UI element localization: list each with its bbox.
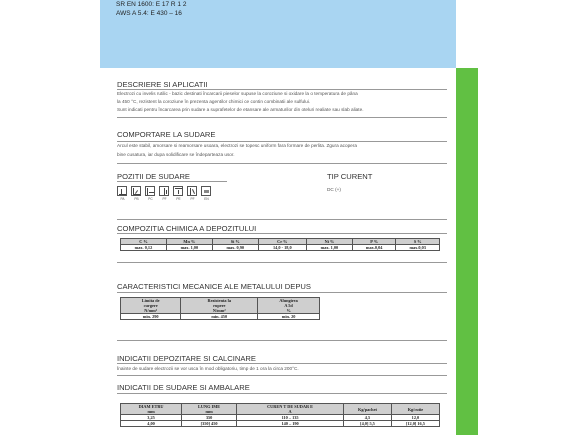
column-header: Mn % (166, 239, 212, 245)
section-divider (117, 117, 447, 118)
current-type-value: DC (+) (327, 187, 341, 192)
pe-position-icon: PE (173, 186, 184, 201)
pc-position-icon: PC (145, 186, 156, 201)
section-divider (117, 181, 227, 182)
section-title-compozitie: COMPOZITIA CHIMICA A DEPOZITULUI (117, 224, 257, 233)
table-cell: 14,0 - 18,0 (258, 245, 306, 251)
column-header: Kg/cutie (391, 404, 439, 415)
column-header: Kg/pachet (344, 404, 392, 415)
table-cell: 12,0 (391, 415, 439, 421)
table-cell: max.0,04 (352, 245, 396, 251)
descriere-line-3: Sunt indicati pentru încarcarea prin sudare a suprafetelor de etansare ale armaturilor din oteluri realiate sau slab aliate. (117, 107, 364, 112)
column-header: S % (396, 239, 440, 245)
standard-code-aws: AWS A 5.4: E 430 – 16 (116, 10, 182, 17)
column-header: LUNG IME mm (182, 404, 237, 415)
comportare-line-2: bine cusatura, iar dupa solidificare se îndeparteaza usor. (117, 152, 235, 157)
column-header: DIAM ETRU mm (121, 404, 182, 415)
section-title-depozitare: INDICATII DEPOZITARE SI CALCINARE (117, 354, 256, 363)
table-cell: min. 20 (258, 314, 320, 320)
table-cell: min. 290 (121, 314, 181, 320)
table-cell: 140 – 190 (237, 421, 344, 427)
table-cell: max. 0,90 (212, 245, 258, 251)
column-header: Si % (212, 239, 258, 245)
section-title-ambalare: INDICATII DE SUDARE SI AMBALARE (117, 383, 250, 392)
descriere-line-2: la 450 °C, rezistent la coroziune în prezenta agentilor chimici ce contin combinatii ale sulfului. (117, 99, 311, 104)
section-title-pozitii: POZITII DE SUDARE (117, 172, 190, 181)
section-divider (117, 292, 447, 293)
column-header: Ni % (306, 239, 352, 245)
datasheet-content (117, 68, 454, 435)
welding-positions-icons (117, 186, 247, 216)
section-divider (117, 262, 447, 263)
table-cell: [4,0] 5,5 (344, 421, 392, 427)
column-header: Rezistenta la rupere N/mm² (181, 298, 258, 314)
pb-position-icon: PB (131, 186, 142, 201)
column-header: C % (121, 239, 167, 245)
pf-vertical-position-icon: PF (187, 186, 198, 201)
comportare-line-1: Arcul este stabil, amorsare si reamorsare usoara, electrozi se topesc uniform fara formare de perlita. Zgura acopera (117, 143, 357, 148)
chemical-composition-table (120, 238, 440, 251)
table-cell: 350 (182, 415, 237, 421)
table-cell: 4,00 (121, 421, 182, 427)
table-row (121, 421, 440, 427)
section-divider (117, 233, 447, 234)
pa-position-icon: PA (117, 186, 128, 201)
table-cell: min. 450 (181, 314, 258, 320)
standard-code-sr-en: SR EN 1600: E 17 R 1 2 (116, 1, 187, 8)
section-divider (117, 393, 447, 394)
table-cell: [350] 450 (182, 421, 237, 427)
table-header-row (121, 298, 320, 314)
column-header: CUREN T DE SUDAR E A (237, 404, 344, 415)
green-side-bar (456, 68, 478, 435)
table-cell: 110 – 135 (237, 415, 344, 421)
top-banner (100, 0, 456, 68)
packaging-table (120, 403, 440, 427)
table-cell: max.0,03 (396, 245, 440, 251)
section-divider (117, 363, 447, 364)
table-cell: max. 1,00 (306, 245, 352, 251)
section-title-curent: TIP CURENT (327, 172, 373, 181)
table-cell: 4,5 (344, 415, 392, 421)
section-divider (117, 340, 447, 341)
section-divider (117, 375, 447, 376)
section-title-mecanice: CARACTERISTICI MECANICE ALE METALULUI DEPUS (117, 282, 311, 291)
table-cell: 3,25 (121, 415, 182, 421)
section-divider (117, 163, 447, 164)
section-title-comportare: COMPORTARE LA SUDARE (117, 130, 216, 139)
table-header-row (121, 404, 440, 415)
section-title-descriere: DESCRIERE SI APLICATII (117, 80, 208, 89)
descriere-line-1: Electrozi cu invelis rutilic - bazic destinati încarcarii pieselor supuse la coroziune si oxidare la o temperatura de pâna (117, 91, 358, 96)
depozitare-line: Înainte de sudare electrozii se vor usca în mod obligatoriu, timp de 1 ora la circa 200°C. (117, 366, 299, 371)
pf-position-icon: PF (159, 186, 170, 201)
table-row (121, 314, 320, 320)
column-header: Alungirea A 5d % (258, 298, 320, 314)
table-row (121, 245, 440, 251)
column-header: Cr % (258, 239, 306, 245)
pg-position-icon: EN (201, 186, 212, 201)
column-header: Limita de curgere N/mm² (121, 298, 181, 314)
table-cell: max. 1,00 (166, 245, 212, 251)
section-divider (117, 219, 447, 220)
column-header: P % (352, 239, 396, 245)
table-cell: [12,0] 16,5 (391, 421, 439, 427)
table-cell: max. 0,12 (121, 245, 167, 251)
mechanical-properties-table (120, 297, 320, 320)
